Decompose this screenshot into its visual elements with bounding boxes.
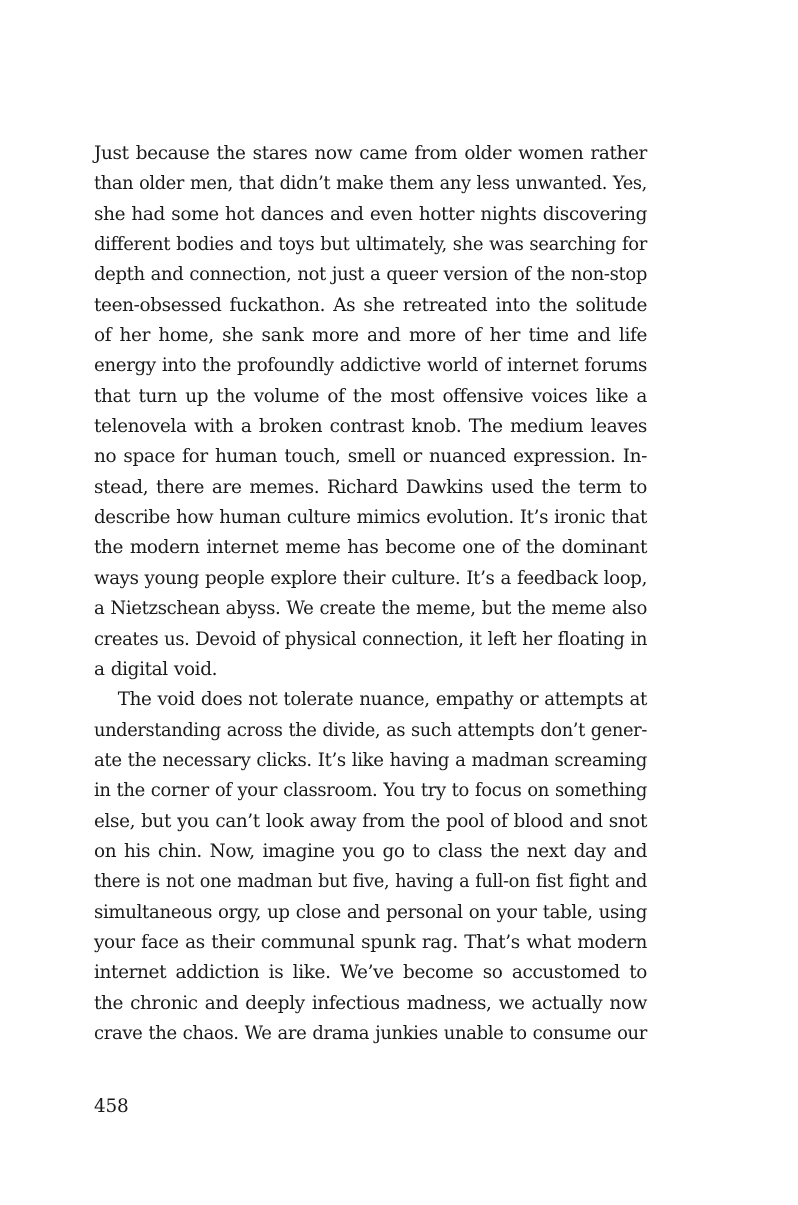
text-line: of her home, she sank more and more of her time and life — [94, 325, 647, 347]
text-line: a digital void. — [94, 658, 218, 680]
text-line: crave the chaos. We are drama junkies unable to consume our — [94, 1022, 648, 1044]
text-line: teen-obsessed fuckathon. As she retreated into the solitude — [94, 294, 647, 316]
text-line: ate the necessary clicks. It’s like having a madman screaming — [94, 749, 648, 771]
text-line: creates us. Devoid of physical connection, it left her floating in — [94, 628, 647, 650]
text-line: a Nietzschean abyss. We create the meme, but the meme also — [94, 598, 647, 620]
page-number: 458 — [94, 1096, 129, 1117]
text-line: the chronic and deeply infectious madness, we actually now — [94, 992, 647, 1014]
text-line: different bodies and toys but ultimately, she was searching for — [94, 234, 647, 256]
text-line: stead, there are memes. Richard Dawkins used the term to — [94, 476, 647, 498]
body-text — [94, 139, 647, 1049]
text-line: your face as their communal spunk rag. That’s what modern — [94, 931, 647, 953]
text-line: that turn up the volume of the most offensive voices like a — [94, 385, 647, 407]
text-line: she had some hot dances and even hotter nights discovering — [94, 203, 647, 225]
text-line: Just because the stares now came from older women rather — [94, 143, 647, 164]
text-line: depth and connection, not just a queer version of the non-stop — [94, 264, 647, 286]
text-line: than older men, that didn’t make them any less unwanted. Yes, — [94, 173, 647, 195]
text-line: energy into the profoundly addictive world of internet forums — [94, 355, 647, 377]
text-line: The void does not tolerate nuance, empathy or attempts at — [117, 689, 647, 711]
text-line: understanding across the divide, as such attempts don’t gener- — [94, 719, 647, 741]
text-line: ways young people explore their culture. It’s a feedback loop, — [94, 567, 648, 589]
paragraph-2 — [94, 685, 647, 1049]
text-line: internet addiction is like. We’ve become so accustomed to — [94, 962, 647, 984]
text-line: in the corner of your classroom. You try to focus on something — [94, 780, 647, 802]
text-line: telenovela with a broken contrast knob. The medium leaves — [94, 416, 647, 438]
text-line: the modern internet meme has become one of the dominant — [94, 537, 647, 559]
text-line: no space for human touch, smell or nuanced expression. In- — [94, 446, 647, 468]
text-line: there is not one madman but five, having a full-on fist fight and — [94, 871, 648, 893]
text-line: describe how human culture mimics evolution. It’s ironic that — [94, 507, 648, 529]
text-line: simultaneous orgy, up close and personal on your table, using — [94, 901, 648, 923]
text-line: else, but you can’t look away from the pool of blood and snot — [94, 810, 648, 832]
text-line: on his chin. Now, imagine you go to class the next day and — [94, 840, 647, 862]
paragraph-1 — [94, 139, 647, 685]
